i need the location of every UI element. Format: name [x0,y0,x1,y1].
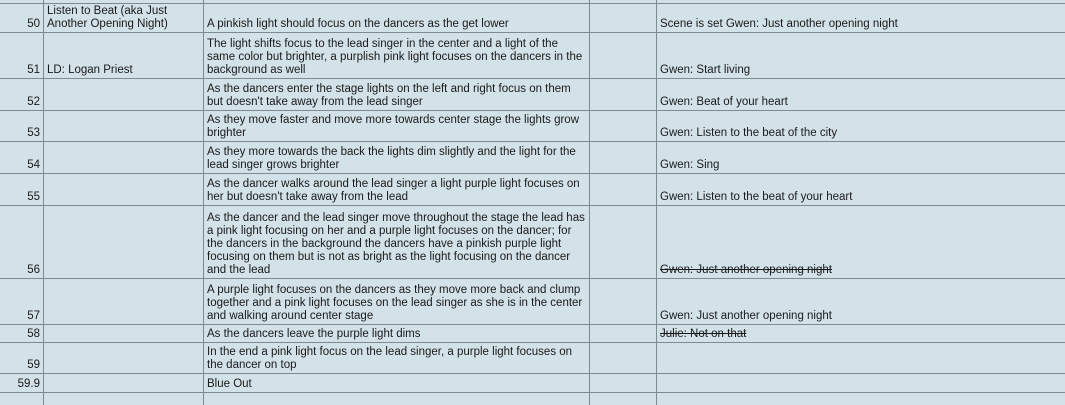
blank-cell[interactable] [590,374,657,393]
blank-cell[interactable] [590,343,657,374]
description-cell[interactable]: A pinkish light should focus on the dancers as the get lower [204,4,590,33]
description-cell[interactable]: Blue Out [204,374,590,393]
description-cell[interactable]: A purple light focuses on the dancers as they move more back and clump together and a pink light focuses on the lead singer as she is in the center and walking around center stage [204,279,590,325]
section-cell[interactable]: LD: Logan Priest [44,33,204,79]
table-row [0,79,1065,111]
blank-cell[interactable] [590,206,657,279]
section-cell[interactable] [44,79,204,111]
cue-line-cell[interactable]: Gwen: Listen to the beat of the city [657,111,1065,142]
description-cell[interactable]: As they more towards the back the lights dim slightly and the light for the lead singer grows brighter [204,142,590,174]
cue-number-cell[interactable]: 50 [0,4,44,33]
table-row-partial [0,393,1065,405]
cell[interactable] [590,393,657,405]
table-row [0,343,1065,374]
cell[interactable] [204,393,590,405]
cue-number-cell[interactable]: 54 [0,142,44,174]
blank-cell[interactable] [590,174,657,206]
cell[interactable] [44,393,204,405]
table-row [0,4,1065,33]
description-cell[interactable]: As the dancer walks around the lead singer a light purple light focuses on her but doesn't take away from the lead [204,174,590,206]
cue-number-cell[interactable]: 57 [0,279,44,325]
cue-number-cell[interactable]: 52 [0,79,44,111]
description-cell[interactable]: As the dancer and the lead singer move throughout the stage the lead has a pink light focusing on her and a purple light focuses on the dancer; for the dancers in the background the dancers have a pinkish purple light focusing on them but is not as bright as the light focusing on the dancer and the lead [204,206,590,279]
blank-cell[interactable] [590,279,657,325]
cue-line-cell[interactable] [657,343,1065,374]
blank-cell[interactable] [590,111,657,142]
cue-number-cell[interactable]: 55 [0,174,44,206]
table-row [0,174,1065,206]
section-cell[interactable] [44,374,204,393]
blank-cell[interactable] [590,79,657,111]
cue-number-cell[interactable]: 59.9 [0,374,44,393]
table-row [0,279,1065,325]
section-cell[interactable] [44,325,204,343]
section-cell[interactable] [44,279,204,325]
section-cell[interactable] [44,206,204,279]
description-cell[interactable]: As they move faster and move more towards center stage the lights grow brighter [204,111,590,142]
table-row [0,142,1065,174]
blank-cell[interactable] [590,4,657,33]
cue-number-cell[interactable]: 56 [0,206,44,279]
cue-number-cell[interactable]: 53 [0,111,44,142]
cue-line-cell[interactable]: Gwen: Start living [657,33,1065,79]
cue-line-cell[interactable]: Scene is set Gwen: Just another opening night [657,4,1065,33]
cue-line-cell[interactable]: Gwen: Just another opening night [657,279,1065,325]
section-cell[interactable] [44,142,204,174]
blank-cell[interactable] [590,142,657,174]
cue-number-cell[interactable]: 59 [0,343,44,374]
description-cell[interactable]: The light shifts focus to the lead singer in the center and a light of the same color but brighter, a purplish pink light focuses on the dancers in the background as well [204,33,590,79]
table-row [0,206,1065,279]
section-cell[interactable]: Listen to Beat (aka Just Another Opening Night) [44,4,204,33]
cue-line-cell[interactable]: Gwen: Sing [657,142,1065,174]
cue-number-cell[interactable]: 58 [0,325,44,343]
section-cell[interactable] [44,343,204,374]
cell[interactable] [657,393,1065,405]
cue-line-cell[interactable] [657,374,1065,393]
struck-cue-text: Julie: Not on that [660,328,747,340]
struck-cue-text: Gwen: Just another opening night [660,264,832,276]
description-cell[interactable]: As the dancers leave the purple light dims [204,325,590,343]
table-row [0,33,1065,79]
blank-cell[interactable] [590,33,657,79]
description-cell[interactable]: As the dancers enter the stage lights on the left and right focus on them but doesn't take away from the lead singer [204,79,590,111]
cue-line-cell-struck[interactable] [657,325,1065,343]
table-row [0,325,1065,343]
cell[interactable] [0,393,44,405]
cue-line-cell-struck[interactable] [657,206,1065,279]
table-row [0,111,1065,142]
cue-line-cell[interactable]: Gwen: Listen to the beat of your heart [657,174,1065,206]
section-cell[interactable] [44,111,204,142]
table-row [0,374,1065,393]
cue-number-cell[interactable]: 51 [0,33,44,79]
cue-line-cell[interactable]: Gwen: Beat of your heart [657,79,1065,111]
blank-cell[interactable] [590,325,657,343]
description-cell[interactable]: In the end a pink light focus on the lead singer, a purple light focuses on the dancer on top [204,343,590,374]
section-cell[interactable] [44,174,204,206]
